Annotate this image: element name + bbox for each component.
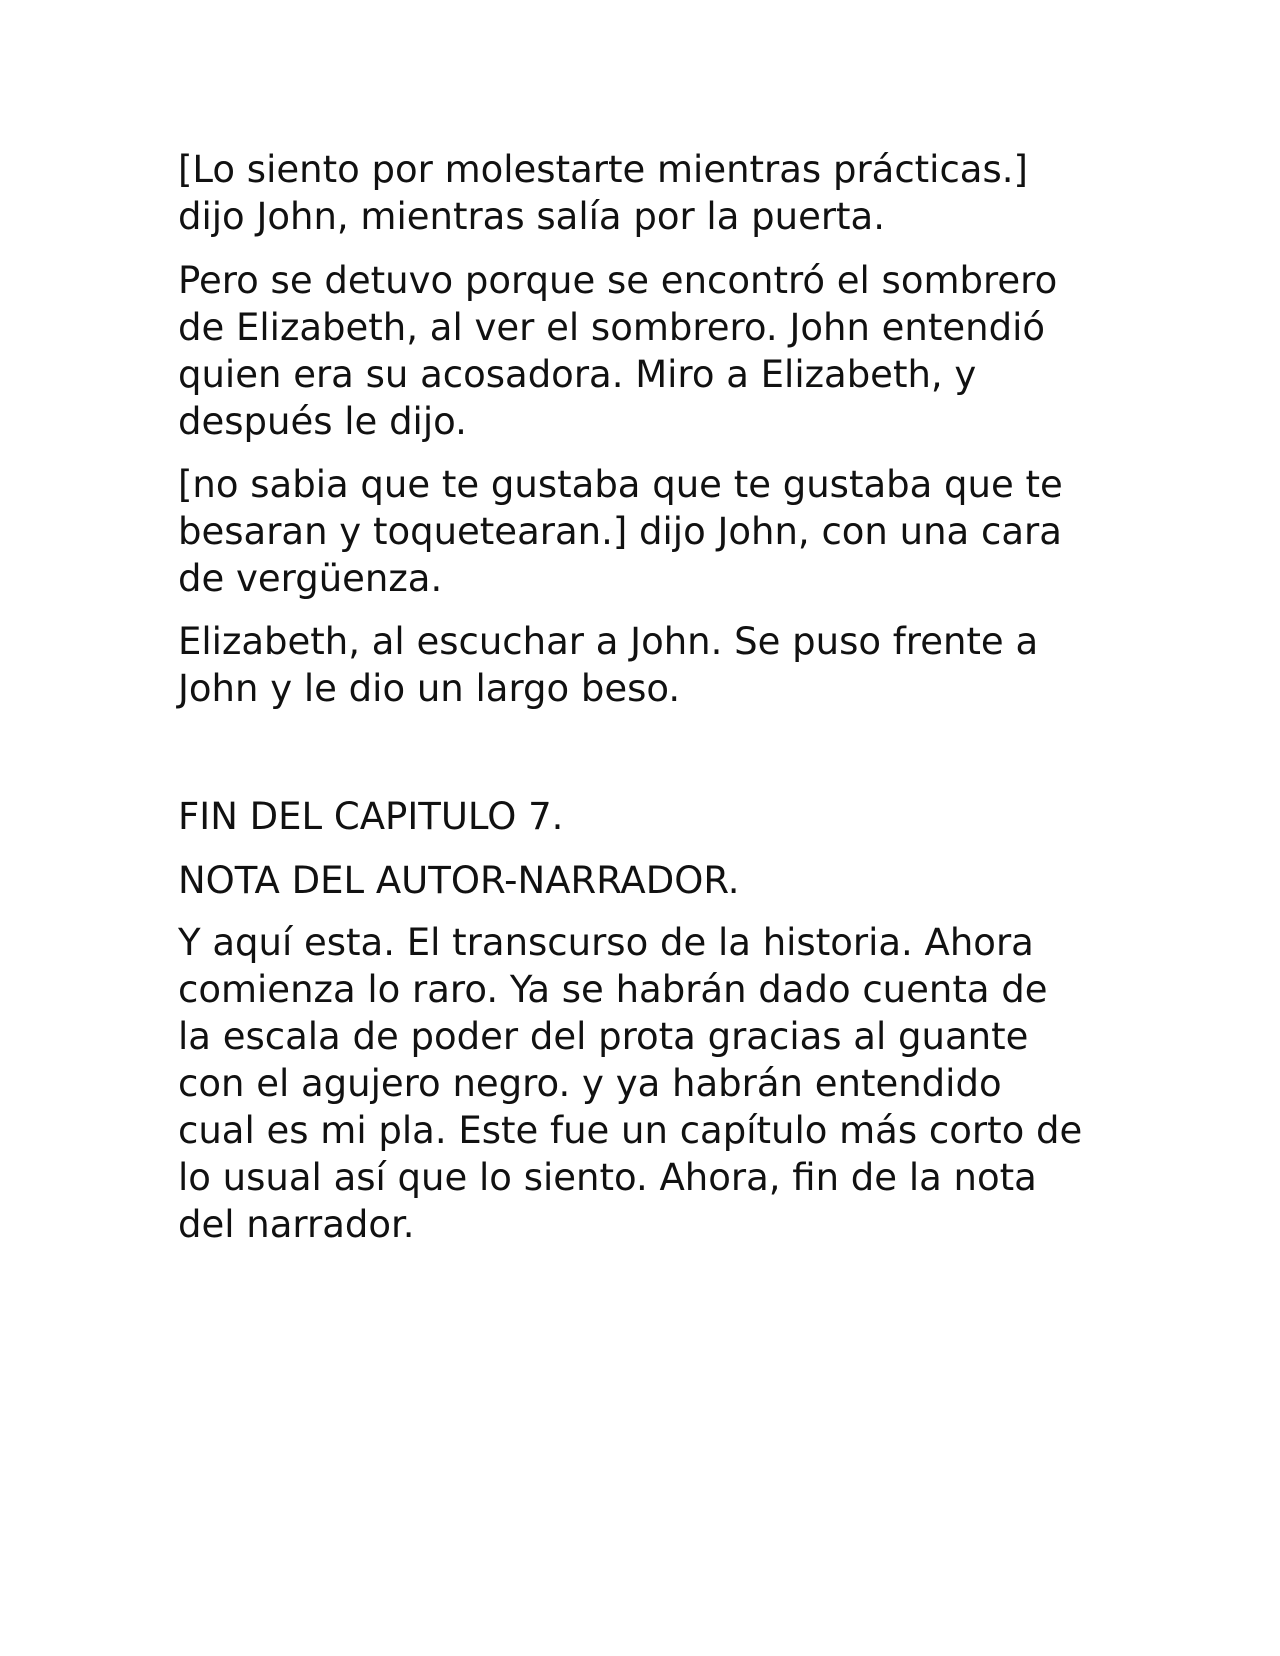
chapter-end-heading: FIN DEL CAPITULO 7. [178, 795, 564, 838]
paragraph-kiss: Elizabeth, al escuchar a John. Se puso frente a John y le dio un largo beso. [178, 620, 1039, 710]
author-note-body: Y aquí esta. El transcurso de la historia. Ahora comienza lo raro. Ya se habrán dado cuenta de la escala de poder del prota gracias al guante con el agujero negro. y ya habrán entendido cual es mi pla. Este fue un capítulo más corto de lo usual así que lo siento. Ahora, fin de la nota del narrador. [178, 921, 1083, 1246]
paragraph-john-remark: [no sabia que te gustaba que te gustaba que te besaran y toquetearan.] dijo John, con una cara de vergüenza. [178, 463, 1063, 600]
author-note-heading: NOTA DEL AUTOR-NARRADOR. [178, 859, 740, 902]
paragraph-hat-discovery: Pero se detuvo porque se encontró el sombrero de Elizabeth, al ver el sombrero. John entendió quien era su acosadora. Miro a Elizabeth, y después le dijo. [178, 259, 1058, 443]
paragraph-apology: [Lo siento por molestarte mientras prácticas.] dijo John, mientras salía por la puerta. [178, 148, 1028, 238]
